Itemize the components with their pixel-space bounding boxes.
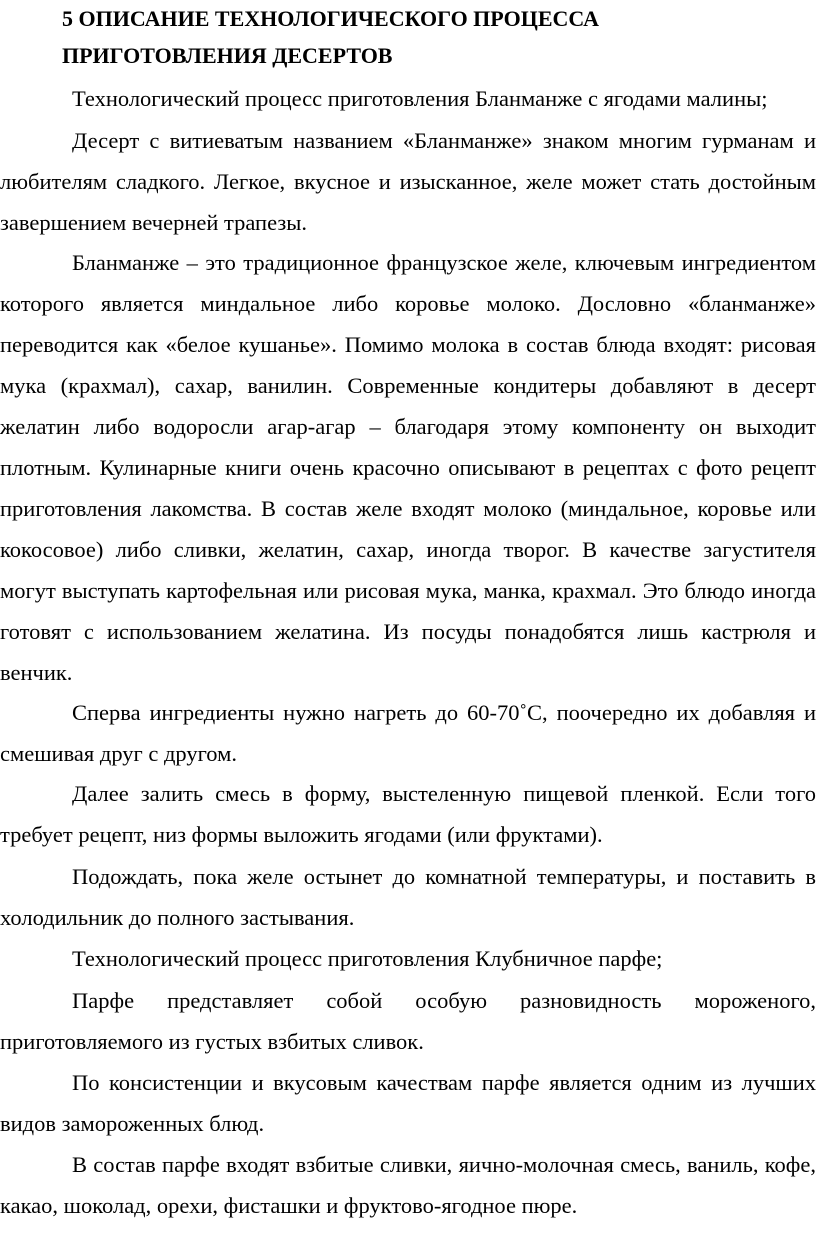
paragraph-blancmange-description: Бланманже – это традиционное французское желе, ключевым ингредиентом которого является миндальное либо коровье молоко. Дословно «бланманже» переводится как «белое кушанье». Помимо молока в состав блюда входят: рисовая мука (крахмал), сахар, ванилин. Современные кондитеры добавляют в десерт желатин либо водоросли агар-агар – благодаря этому компоненту он выходит плотным. Кулинарные книги очень красочно описывают в рецептах с фото рецепт приготовления лакомства. В состав желе входят молоко (миндальное, коровье или кокосовое) либо сливки, желатин, сахар, иногда творог. В качестве загустителя могут выступать картофельная или рисовая мука, манка, крахмал. Это блюдо иногда готовят с использованием желатина. Из посуды понадобятся лишь кастрюля и венчик. [0,250,816,685]
paragraph-step-cool: Подождать, пока желе остынет до комнатной температуры, и поставить в холодильник до полного застывания. [0,864,816,930]
heading-line-2: ПРИГОТОВЛЕНИЯ ДЕСЕРТОВ [62,43,393,68]
heading-line-1: 5 ОПИСАНИЕ ТЕХНОЛОГИЧЕСКОГО ПРОЦЕССА [62,6,600,31]
paragraph-parfait-ingredients: В состав парфе входят взбитые сливки, яично-молочная смесь, ваниль, кофе, какао, шоколад, орехи, фисташки и фруктово-ягодное пюре. [0,1152,816,1218]
paragraph-blancmange-intro: Десерт с витиеватым названием «Бланманже» знаком многим гурманам и любителям сладкого. Легкое, вкусное и изысканное, желе может стать достойным завершением вечерней трапезы. [0,128,816,235]
section-heading [62,0,802,74]
paragraph-step-heat: Сперва ингредиенты нужно нагреть до 60-70˚С, поочередно их добавляя и смешивая друг с другом. [0,700,816,766]
paragraph-parfait-definition: Парфе представляет собой особую разновидность мороженого, приготовляемого из густых взбитых сливок. [0,988,816,1054]
paragraph-step-pour: Далее залить смесь в форму, выстеленную пищевой пленкой. Если того требует рецепт, низ формы выложить ягодами (или фруктами). [0,781,816,847]
paragraph-blancmange-process-title: Технологический процесс приготовления Бланманже с ягодами малины; [72,86,768,111]
paragraph-parfait-process-title: Технологический процесс приготовления Клубничное парфе; [72,946,663,971]
paragraph-parfait-consistency: По консистенции и вкусовым качествам парфе является одним из лучших видов замороженных блюд. [0,1070,816,1136]
